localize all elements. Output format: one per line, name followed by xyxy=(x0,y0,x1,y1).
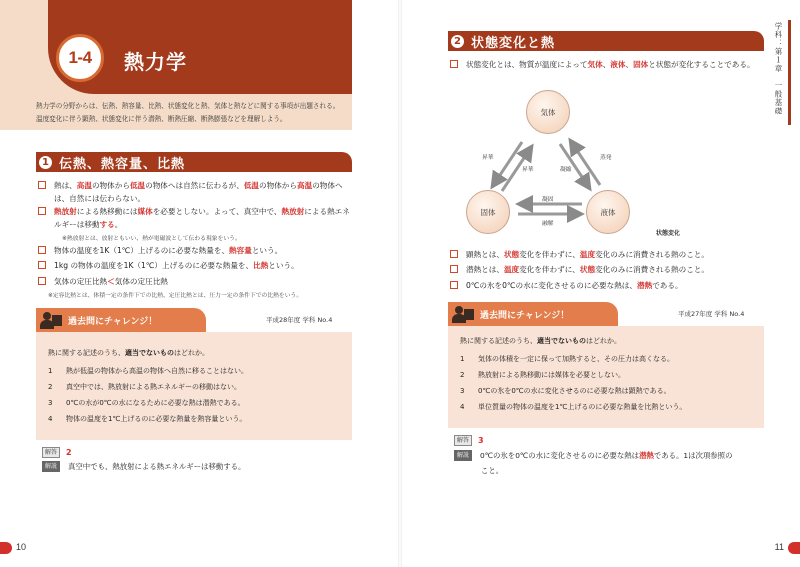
checkbox-icon xyxy=(38,246,46,254)
explanation-text: 真空中でも、熱放射による熱エネルギーは移動する。 xyxy=(68,462,246,471)
checkbox-icon xyxy=(38,207,46,215)
section-1-title: 伝熱、熱容量、比熱 xyxy=(59,156,186,172)
chapter-number: 1-4 xyxy=(68,48,92,67)
explanation-text: 0℃の氷を0℃の水に変化させるのに必要な熱は潜熱である。1は次項参照の xyxy=(480,451,733,460)
challenge-reference: 平成27年度 学科 No.4 xyxy=(678,310,745,318)
label-sublimation-down: 昇華 xyxy=(522,167,534,173)
checkbox-icon xyxy=(38,181,46,189)
arrow-liquid-to-gas xyxy=(570,140,600,185)
choice-item: 4 物体の温度を1℃上げるのに必要な熱量を熱容量という。 xyxy=(48,415,247,423)
challenge-tab xyxy=(448,302,618,326)
answer-line-left xyxy=(42,447,72,458)
choice-item: 2 真空中では、熱放射による熱エネルギーの移動はない。 xyxy=(48,383,241,391)
choice-item: 3 0℃の水が0℃の水になるために必要な熱は潜熱である。 xyxy=(48,399,245,407)
bullet-latent-heat: 潜熱とは、温度変化を伴わずに、状態変化のみに消費される熱のこと。 xyxy=(450,263,768,276)
choice-item: 4 単位質量の物体の温度を1℃上げるのに必要な熱量を比熱という。 xyxy=(460,403,687,411)
choice-item: 2 熱放射による熱移動には媒体を必要としない。 xyxy=(460,371,625,379)
challenge-box-right xyxy=(448,302,764,428)
diagram-caption: 状態変化 xyxy=(656,230,681,237)
checkbox-icon xyxy=(450,250,458,258)
choice-item: 3 0℃の氷を0℃の水に変化させるのに必要な熱は顕熱である。 xyxy=(460,387,671,395)
challenge-tab xyxy=(36,308,206,332)
bullet-radiation: 熱放射による熱移動には媒体を必要としない。よって、真空中で、熱放射による熱エネルギーは移動する。 xyxy=(38,205,354,231)
answer-tag: 解答 xyxy=(42,447,60,458)
challenge-question: 熱に関する記述のうち、適当でないものはどれか。 xyxy=(48,349,209,357)
bullet-heat-capacity: 物体の温度を1K（1℃）上げるのに必要な熱量を、熱容量という。 xyxy=(38,244,354,257)
section-1-number: 1 xyxy=(38,155,53,170)
explanation-line-left xyxy=(42,461,245,472)
choice-item: 1 熱が低温の物体から高温の物体へ自然に移ることはない。 xyxy=(48,367,248,375)
note-specific-heat: ※定容比熱とは、体積一定の条件下での比熱、定圧比熱とは、圧力一定の条件下での比熱をいう。 xyxy=(48,293,303,299)
label-melting: 融解 xyxy=(542,221,554,227)
explanation-line-right xyxy=(454,450,732,461)
explanation-tag: 解説 xyxy=(454,450,472,461)
chapter-title: 熱力学 xyxy=(124,50,187,74)
label-evaporation: 蒸発 xyxy=(600,155,612,161)
side-tab-bar xyxy=(788,20,791,125)
checkbox-icon xyxy=(450,60,458,68)
label-condensation: 凝縮 xyxy=(560,167,572,173)
teacher-icon xyxy=(452,305,474,323)
answer-value: 2 xyxy=(66,448,72,457)
bullet-heat-flow: 熱は、高温の物体から低温の物体へは自然に伝わるが、低温の物体から高温の物体へは、自然には伝わらない。 xyxy=(38,179,354,205)
book-gutter xyxy=(398,0,402,567)
section-1-header xyxy=(36,152,352,172)
answer-value: 3 xyxy=(478,436,484,445)
page-marker xyxy=(788,542,800,554)
page-marker xyxy=(0,542,12,554)
explanation-tag: 解説 xyxy=(42,461,60,472)
bullet-ice-to-water: 0℃の氷を0℃の水に変化させるのに必要な熱は、潜熱である。 xyxy=(450,279,768,292)
challenge-title: 過去問にチャレンジ！ xyxy=(68,316,158,327)
challenge-reference: 平成28年度 学科 No.4 xyxy=(266,316,333,324)
label-sublimation-up: 昇華 xyxy=(482,155,494,161)
explanation-line-right-2: こと。 xyxy=(481,466,504,475)
answer-line-right xyxy=(454,435,484,446)
arrow-gas-to-solid xyxy=(492,142,522,187)
side-chapter-tab: 学科：第１章 一般基礎 xyxy=(774,22,783,116)
challenge-box-left xyxy=(36,308,352,440)
teacher-icon xyxy=(40,311,62,329)
bullet-sensible-heat: 顕熱とは、状態変化を伴わずに、温度変化のみに消費される熱のこと。 xyxy=(450,248,768,261)
bullet-state-change: 状態変化とは、物質が温度によって気体、液体、固体と状態が変化することである。 xyxy=(450,58,768,71)
bullet-specific-heat: 1kg の物体の温度を1K（1℃）上げるのに必要な熱量を、比熱という。 xyxy=(38,259,354,272)
choice-item: 1 気体の体積を一定に保って加熱すると、その圧力は高くなる。 xyxy=(460,355,674,363)
node-liquid: 液体 xyxy=(586,190,630,234)
state-change-diagram xyxy=(460,90,710,240)
bullet-gas-specific-heat: 気体の定圧比熱＜気体の定圧比熱 xyxy=(38,275,354,288)
chapter-intro: 熱力学の分野からは、伝熱、熱容量、比熱、状態変化と熱、気体と熱などに関する事項が出題される。温度変化に伴う顕熱、状態変化に伴う潜熱、断熱圧縮、断熱膨張などを理解しよう。 xyxy=(36,102,340,123)
node-solid: 固体 xyxy=(466,190,510,234)
node-gas: 気体 xyxy=(526,90,570,134)
section-2-header xyxy=(448,31,764,51)
page-number-right: 11 xyxy=(774,542,784,552)
challenge-question: 熱に関する記述のうち、適当でないものはどれか。 xyxy=(460,337,621,345)
checkbox-icon xyxy=(450,265,458,273)
chapter-badge xyxy=(56,34,104,82)
answer-tag: 解答 xyxy=(454,435,472,446)
section-2-title: 状態変化と熱 xyxy=(471,35,556,51)
checkbox-icon xyxy=(450,281,458,289)
checkbox-icon xyxy=(38,277,46,285)
page-number-left: 10 xyxy=(16,542,27,552)
label-freezing: 凝固 xyxy=(542,197,554,203)
note-radiation: ※熱放射とは、放射ともいい、熱が電磁波として伝わる現象をいう。 xyxy=(62,236,241,242)
challenge-title: 過去問にチャレンジ！ xyxy=(480,310,570,321)
checkbox-icon xyxy=(38,261,46,269)
section-2-number: 2 xyxy=(450,34,465,49)
